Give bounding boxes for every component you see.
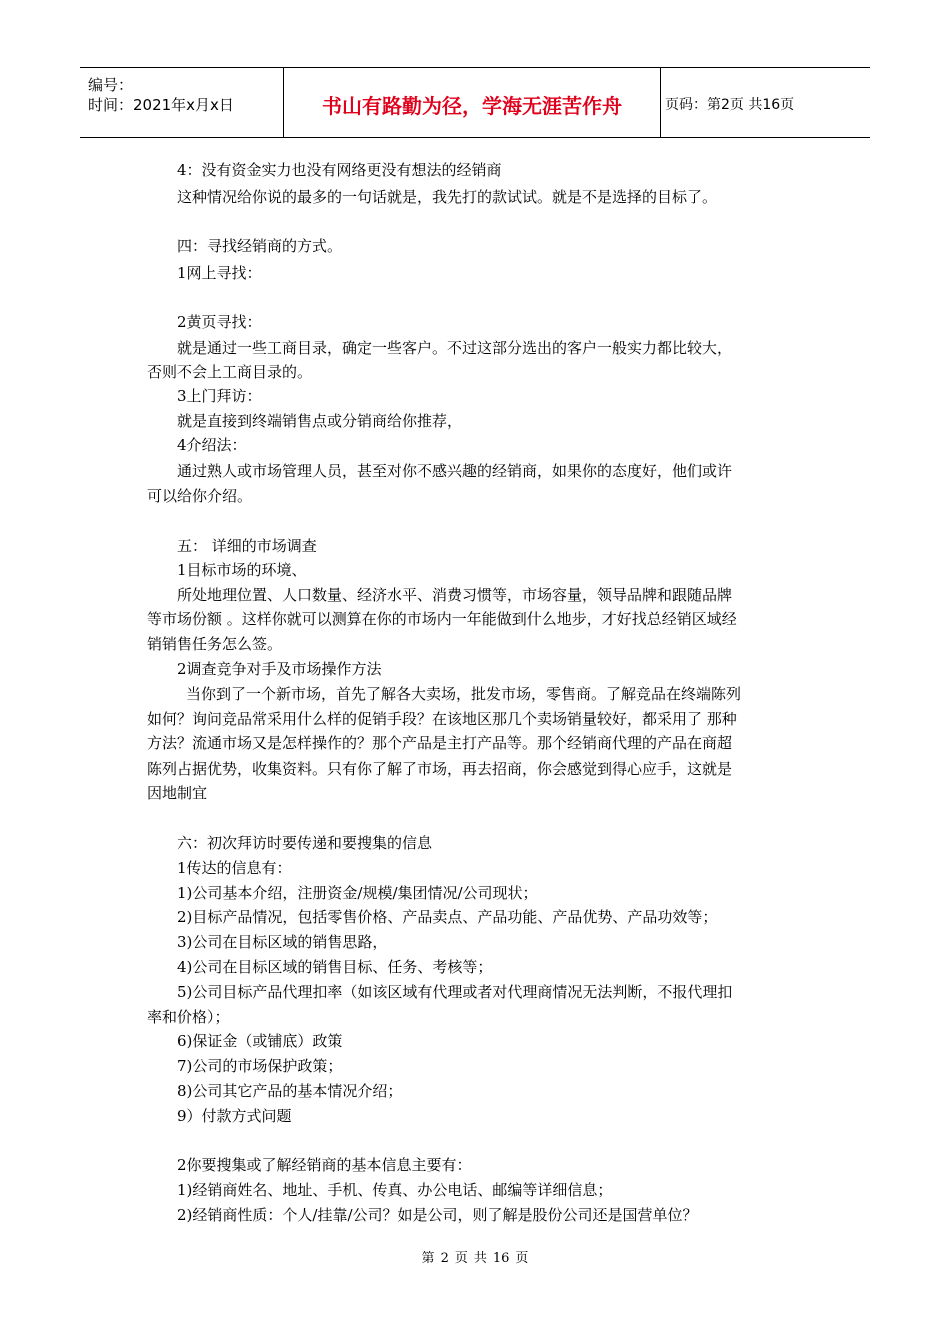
text-line: 9）付款方式问题 — [177, 1107, 292, 1125]
text-line: 2调查竞争对手及市场操作方法 — [177, 660, 382, 678]
section-heading: 五： 详细的市场调查 — [177, 537, 317, 555]
text-line: 当你到了一个新市场，首先了解各大卖场，批发市场，零售商。了解竞品在终端陈列 — [186, 685, 742, 703]
text-line: 2)经销商性质：个人/挂靠/公司？如是公司，则了解是股份公司还是国营单位？ — [177, 1206, 698, 1224]
text-line: 3)公司在目标区域的销售思路， — [177, 933, 388, 951]
header-left-cell — [80, 68, 284, 137]
document-number-label: 编号： — [88, 76, 134, 94]
text-line: 1传达的信息有： — [177, 859, 292, 877]
footer-ye: 页 — [454, 1251, 468, 1266]
motto-text: 书山有路勤为径，学海无涯苦作舟 — [322, 94, 622, 118]
text-line: 否则不会上工商目录的。 — [147, 363, 313, 381]
text-line: 率和价格）； — [147, 1008, 230, 1026]
text-line: 2)目标产品情况，包括零售价格、产品卖点、产品功能、产品优势、产品功效等； — [177, 908, 718, 926]
footer-ye-end: 页 — [515, 1251, 529, 1266]
text-line: 可以给你介绍。 — [147, 487, 253, 505]
document-time-label: 时间：2021年x月x日 — [88, 96, 234, 114]
text-line: 所处地理位置、人口数量、经济水平、消费习惯等，市场容量，领导品牌和跟随品牌 — [177, 586, 733, 604]
text-line: 1目标市场的环境、 — [177, 561, 307, 579]
text-line: 方法？流通市场又是怎样操作的？那个产品是主打产品等。那个经销商代理的产品在商超 — [147, 734, 733, 752]
text-line: 4：没有资金实力也没有网络更没有想法的经销商 — [177, 161, 502, 179]
footer-total-pages: 16 — [492, 1251, 510, 1266]
text-line: 通过熟人或市场管理人员，甚至对你不感兴趣的经销商，如果你的态度好，他们或许 — [177, 462, 733, 480]
page-footer — [0, 1247, 950, 1266]
text-line: 就是通过一些工商目录，确定一些客户。不过这部分选出的客户一般实力都比较大， — [177, 339, 733, 357]
text-line: 因地制宜 — [147, 784, 208, 802]
text-line: 1网上寻找： — [177, 264, 262, 282]
text-line: 6)保证金（或铺底）政策 — [177, 1032, 343, 1050]
text-line: 陈列占据优势，收集资料。只有你了解了市场，再去招商，你会感觉到得心应手，这就是 — [147, 760, 733, 778]
header-motto-cell — [284, 68, 661, 137]
header-table — [80, 67, 870, 138]
page-info-label: 页码：第2页 共16页 — [665, 97, 795, 113]
text-line: 1)经销商姓名、地址、手机、传真、办公电话、邮编等详细信息； — [177, 1181, 613, 1199]
text-line: 2黄页寻找： — [177, 313, 262, 331]
text-line: 8)公司其它产品的基本情况介绍； — [177, 1082, 403, 1100]
text-line: 4)公司在目标区域的销售目标、任务、考核等； — [177, 958, 493, 976]
text-line: 4介绍法： — [177, 436, 247, 454]
text-line: 就是直接到终端销售点或分销商给你推荐， — [177, 412, 463, 430]
text-line: 等市场份额 。这样你就可以测算在你的市场内一年能做到什么地步，才好找总经销区域经 — [147, 610, 737, 628]
section-heading: 四：寻找经销商的方式。 — [177, 237, 343, 255]
text-line: 如何？询问竞品常采用什么样的促销手段？在该地区那几个卖场销量较好，都采用了 那种 — [147, 710, 737, 728]
footer-page-number: 2 — [440, 1251, 449, 1266]
section-heading: 六：初次拜访时要传递和要搜集的信息 — [177, 834, 433, 852]
header-right-cell — [661, 68, 870, 137]
text-line: 2你要搜集或了解经销商的基本信息主要有： — [177, 1156, 472, 1174]
footer-di: 第 — [421, 1251, 435, 1266]
footer-gong: 共 — [473, 1251, 487, 1266]
text-line: 5)公司目标产品代理扣率（如该区域有代理或者对代理商情况无法判断，不报代理扣 — [177, 983, 733, 1001]
text-line: 这种情况给你说的最多的一句话就是，我先打的款试试。就是不是选择的目标了。 — [177, 188, 718, 206]
text-line: 销销售任务怎么签。 — [147, 635, 283, 653]
text-line: 7)公司的市场保护政策； — [177, 1057, 343, 1075]
text-line: 3上门拜访： — [177, 387, 262, 405]
text-line: 1)公司基本介绍，注册资金/规模/集团情况/公司现状； — [177, 884, 538, 902]
